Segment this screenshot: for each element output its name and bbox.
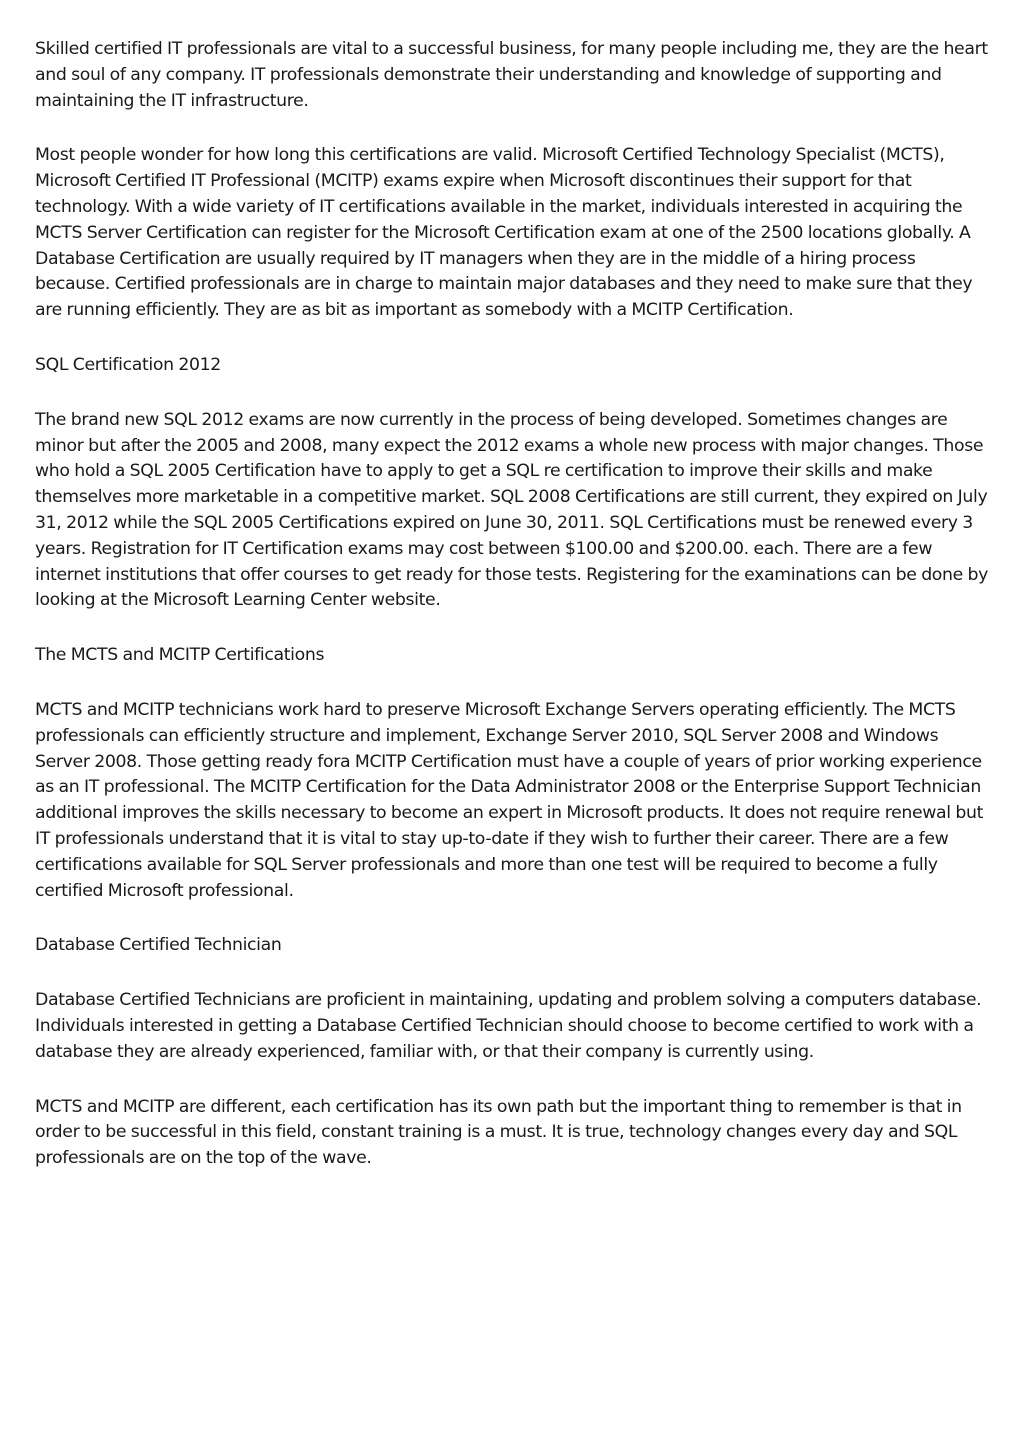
paragraph-conclusion: MCTS and MCITP are different, each certification has its own path but the important thing to remember is that in order to be successful in this field, constant training is a must. It is true, technology changes every day and SQL professionals are on the top of the wave. [35, 1096, 962, 1169]
article-body [35, 37, 991, 1201]
paragraph-sql-2012-exams: The brand new SQL 2012 exams are now currently in the process of being developed. Sometimes changes are minor but after the 2005 and 2008, many expect the 2012 exams a whole new process with major changes. Those who hold a SQL 2005 Certification have to apply to get a SQL re certification to improve their skills and make themselves more marketable in a competitive market. SQL 2008 Certifications are still current, they expired on July 31, 2012 while the SQL 2005 Certifications expired on June 30, 2011. SQL Certifications must be renewed every 3 years. Registration for IT Certification exams may cost between $100.00 and $200.00. each. There are a few internet institutions that offer courses to get ready for those tests. Registering for the examinations can be done by looking at the Microsoft Learning Center website. [35, 409, 989, 611]
heading-mcts-mcitp: The MCTS and MCITP Certifications [35, 645, 325, 666]
heading-sql-certification-2012: SQL Certification 2012 [35, 354, 221, 375]
paragraph-validity: Most people wonder for how long this certifications are valid. Microsoft Certified Technology Specialist (MCTS), Microsoft Certified IT Professional (MCITP) exams expire when Microsoft discontinues their support for that technology. With a wide variety of IT certifications available in the market, individuals interested in acquiring the MCTS Server Certification can register for the Microsoft Certification exam at one of the 2500 locations globally. A Database Certification are usually required by IT managers when they are in the middle of a hiring process because. Certified professionals are in charge to maintain major databases and they need to make sure that they are running efficiently. They are as bit as important as somebody with a MCITP Certification. [35, 145, 973, 321]
paragraph-database-technician: Database Certified Technicians are proficient in maintaining, updating and problem solving a computers database. Individuals interested in getting a Database Certified Technician should choose to become certified to work with a database they are already experienced, familiar with, or that their company is currently using. [35, 990, 982, 1062]
heading-database-certified-technician: Database Certified Technician [35, 935, 282, 956]
paragraph-intro: Skilled certified IT professionals are vital to a successful business, for many people including me, they are the heart and soul of any company. IT professionals demonstrate their understanding and knowledge of supporting and maintaining the IT infrastructure. [35, 39, 988, 111]
paragraph-mcts-mcitp: MCTS and MCITP technicians work hard to preserve Microsoft Exchange Servers operating efficiently. The MCTS professionals can efficiently structure and implement, Exchange Server 2010, SQL Server 2008 and Windows Server 2008. Those getting ready fora MCITP Certification must have a couple of years of prior working experience as an IT professional. The MCITP Certification for the Data Administrator 2008 or the Enterprise Support Technician additional improves the skills necessary to become an expert in Microsoft products. It does not require renewal but IT professionals understand that it is vital to stay up-to-date if they wish to further their career. There are a few certifications available for SQL Server professionals and more than one test will be required to become a fully certified Microsoft professional. [35, 699, 984, 901]
